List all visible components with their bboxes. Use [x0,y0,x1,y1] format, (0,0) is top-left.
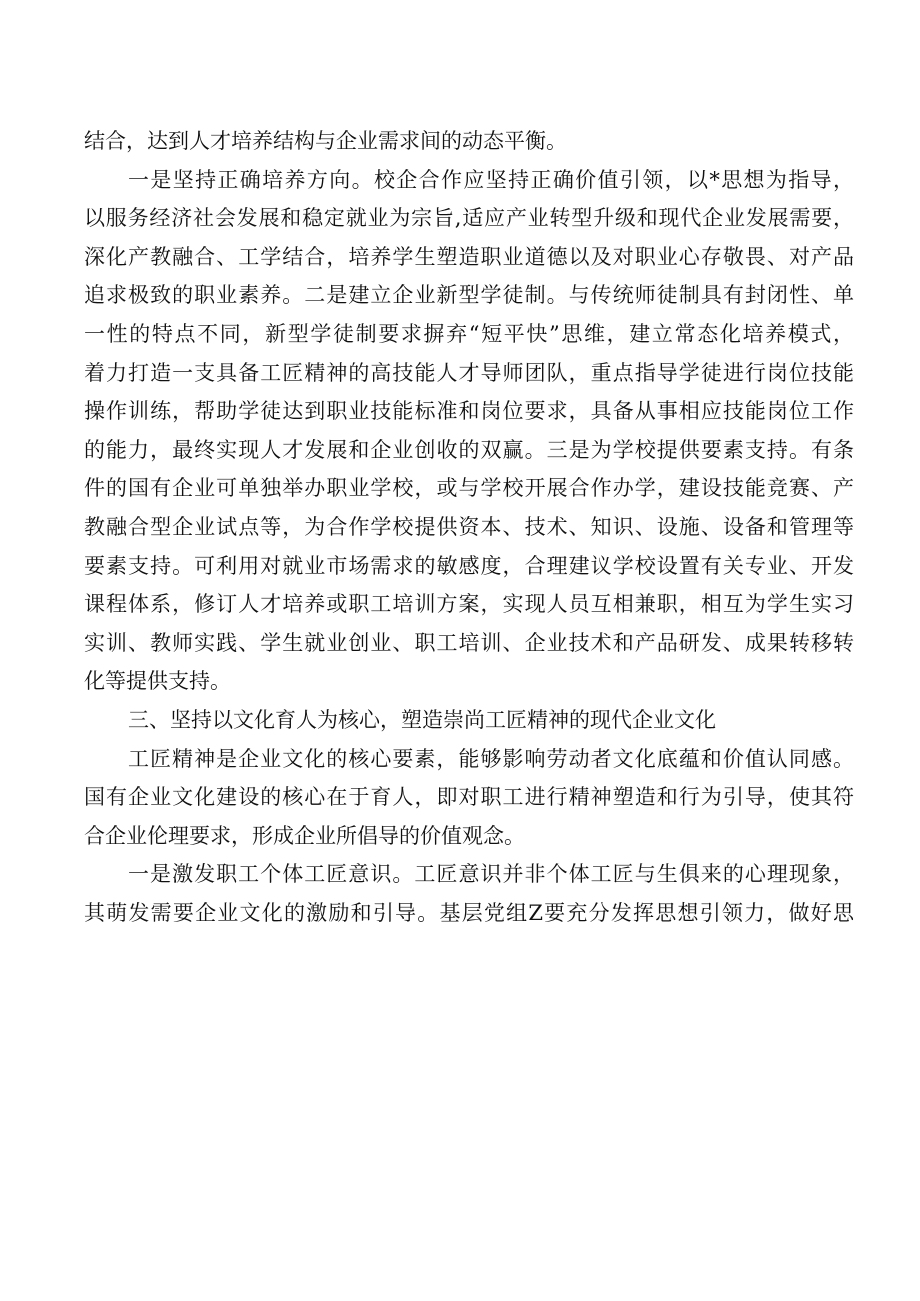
text-line: 追求极致的职业素养。二是建立企业新型学徒制。与传统师徒制具有封闭性、单 [84,283,854,308]
text-line: 一是激发职工个体工匠意识。工匠意识并非个体工匠与生俱来的心理现象， [128,862,854,887]
section-heading: 三、坚持以文化育人为核心，塑造崇尚工匠精神的现代企业文化 [128,707,716,732]
text-line: 结合，达到人才培养结构与企业需求间的动态平衡。 [84,129,567,153]
text-line: 一是坚持正确培养方向。校企合作应坚持正确价值引领，以*思想为指导， [128,167,854,192]
text-line: 一性的特点不同，新型学徒制要求摒弃“短平快”思维，建立常态化培养模式， [84,321,854,346]
document-body [84,122,854,932]
text-line: 的能力，最终实现人才发展和企业创收的双赢。三是为学校提供要素支持。有条 [84,437,854,462]
text-line: 课程体系，修订人才培养或职工培训方案，实现人员互相兼职，相互为学生实习 [84,592,854,617]
text-line: 以服务经济社会发展和稳定就业为宗旨,适应产业转型升级和现代企业发展需要， [84,206,854,231]
text-line: 操作训练，帮助学徒达到职业技能标准和岗位要求，具备从事相应技能岗位工作 [84,399,854,424]
text-line: 件的国有企业可单独举办职业学校，或与学校开展合作办学，建设技能竞赛、产 [84,476,854,501]
text-line: 着力打造一支具备工匠精神的高技能人才导师团队，重点指导学徒进行岗位技能 [84,360,854,385]
text-line: 教融合型企业试点等，为合作学校提供资本、技术、知识、设施、设备和管理等 [84,514,854,539]
text-line: 实训、教师实践、学生就业创业、职工培训、企业技术和产品研发、成果转移转 [84,630,854,655]
text-line: 工匠精神是企业文化的核心要素，能够影响劳动者文化底蕴和价值认同感。 [128,746,854,771]
text-line: 化等提供支持。 [84,669,231,694]
text-line: 其萌发需要企业文化的激励和引导。基层党组Z要充分发挥思想引领力，做好思 [84,900,854,925]
text-line: 合企业伦理要求，形成企业所倡导的价值观念。 [84,823,525,848]
text-line: 要素支持。可利用对就业市场需求的敏感度，合理建议学校设置有关专业、开发 [84,553,854,578]
text-line: 国有企业文化建设的核心在于育人，即对职工进行精神塑造和行为引导，使其符 [84,785,854,810]
text-line: 深化产教融合、工学结合，培养学生塑造职业道德以及对职业心存敬畏、对产品 [84,244,854,269]
